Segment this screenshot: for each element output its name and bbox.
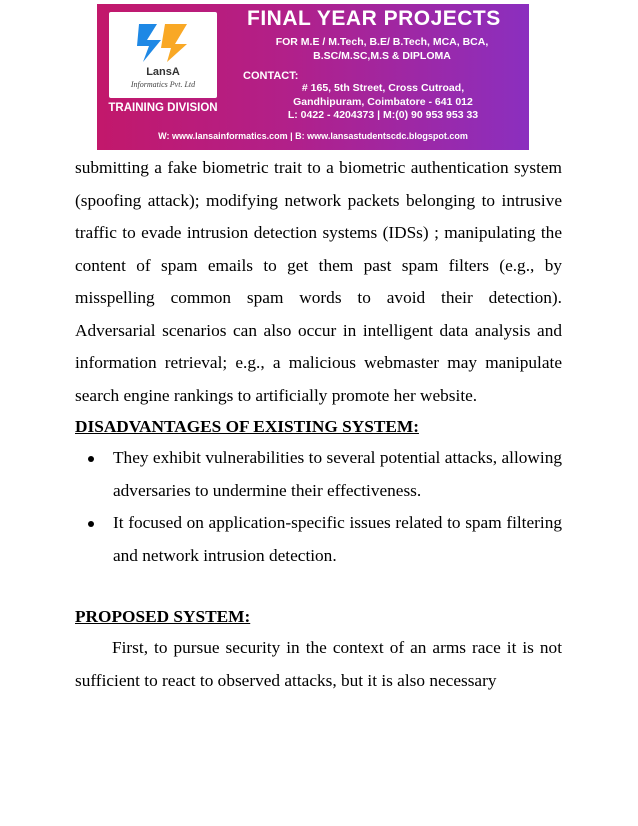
document-body (75, 152, 562, 697)
phone-line: L: 0422 - 4204373 | M:(0) 90 953 953 33 (287, 109, 479, 121)
list-item-text: It focused on application-specific issues related to spam filtering and network intrusion detection. (113, 513, 562, 565)
paragraph-proposed: First, to pursue security in the context of an arms race it is not sufficient to react to observed attacks, but it is also necessary (75, 638, 562, 690)
banner-title: FINAL YEAR PROJECTS (247, 7, 501, 30)
bullet-icon (88, 521, 94, 527)
contact-details (243, 82, 523, 123)
list-item-text: They exhibit vulnerabilities to several potential attacks, allowing adversaries to undermine their effectiveness. (113, 448, 562, 500)
contact-label: CONTACT: (243, 70, 299, 82)
list-item (75, 507, 562, 572)
courses-line-1: FOR M.E / M.Tech, B.E/ B.Tech, MCA, BCA, (275, 36, 489, 48)
header-banner (97, 4, 529, 150)
lansa-logo-icon (131, 18, 195, 66)
banner-courses (247, 35, 517, 63)
paragraph-intro: submitting a fake biometric trait to a biometric authentication system (spoofing attack); modifying network packets belonging to intrusive traffic to evade intrusion detection systems (IDSs) ; manipulating the content of spam emails to get them past spam filters (e.g., by misspelling common spam words to avoid their detection). Adversarial scenarios can also occur in intelligent data analysis and information retrieval; e.g., a malicious webmaster may manipulate search engine rankings to artificially promote her website. (75, 158, 562, 405)
address-line-2: Gandhipuram, Coimbatore - 641 012 (293, 95, 473, 108)
training-division-label: TRAINING DIVISION (108, 102, 218, 114)
heading-proposed: PROPOSED SYSTEM: (75, 607, 251, 626)
heading-disadvantages: DISADVANTAGES OF EXISTING SYSTEM: (75, 417, 419, 436)
section-spacer (75, 572, 562, 602)
website-line: W: www.lansainformatics.com | B: www.lansastudentscdc.blogspot.com (158, 131, 468, 141)
company-logo (109, 12, 217, 98)
logo-subtitle: Informatics Pvt. Ltd (130, 80, 196, 89)
logo-name: LansA (146, 66, 180, 78)
bullet-icon (88, 456, 94, 462)
list-item (75, 442, 562, 507)
courses-line-2: B.SC/M.SC,M.S & DIPLOMA (313, 50, 451, 62)
disadvantages-list (75, 442, 562, 572)
address-line-1: # 165, 5th Street, Cross Cutroad, (301, 82, 465, 94)
